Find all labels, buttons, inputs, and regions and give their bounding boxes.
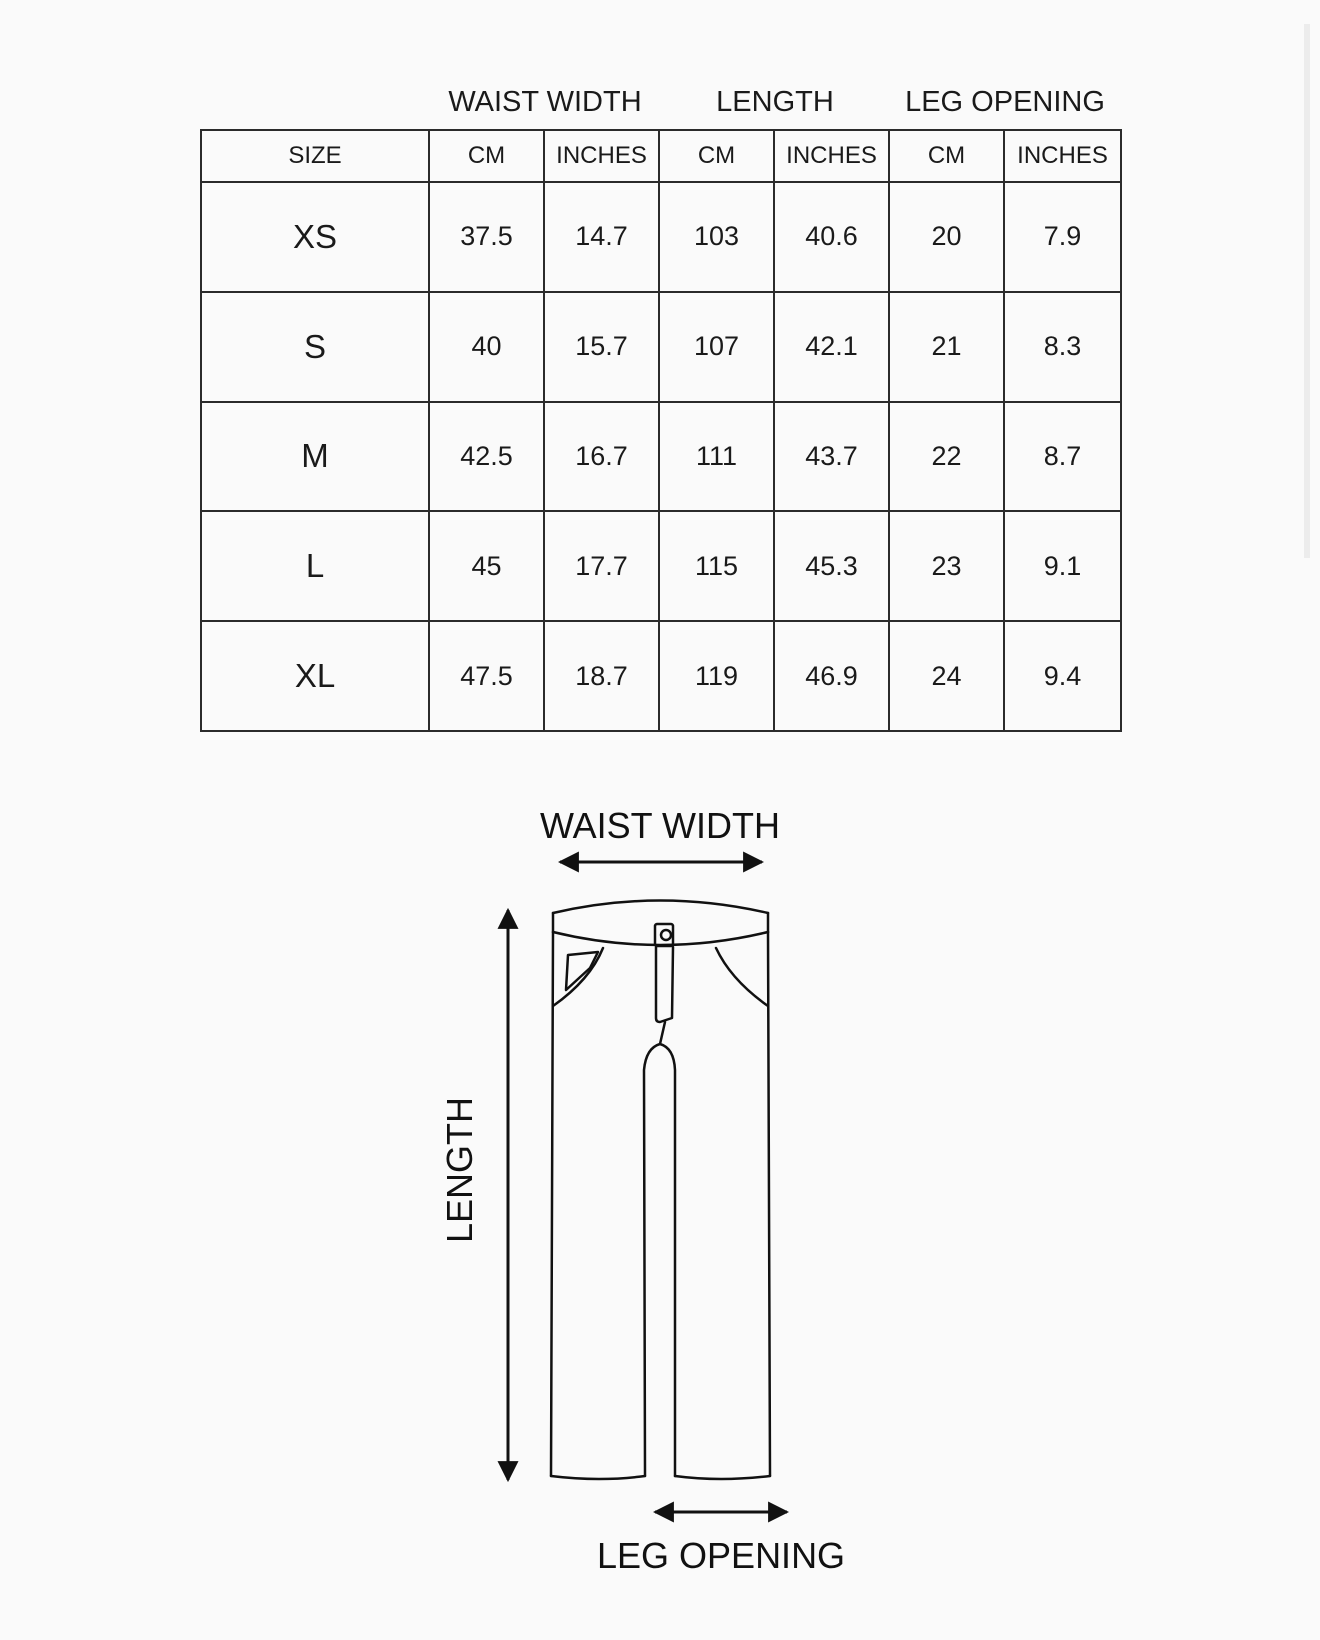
- leg-opening-inches-cell: 8.3: [1004, 292, 1121, 402]
- leg-opening-inches-cell: 7.9: [1004, 182, 1121, 292]
- leg-opening-label: LEG OPENING: [597, 1535, 846, 1576]
- size-cell: XS: [201, 182, 429, 292]
- leg-opening-cm-cell: 21: [889, 292, 1004, 402]
- waist-inches-header: INCHES: [544, 130, 659, 182]
- group-header-length: LENGTH: [716, 86, 834, 118]
- waist-cm-cell: 40: [429, 292, 544, 402]
- length-cm-header: CM: [659, 130, 774, 182]
- waist-cm-cell: 42.5: [429, 402, 544, 512]
- length-cm-cell: 115: [659, 511, 774, 621]
- length-inches-cell: 45.3: [774, 511, 889, 621]
- group-header-waist-width: WAIST WIDTH: [448, 86, 642, 118]
- waist-inches-cell: 14.7: [544, 182, 659, 292]
- leg-opening-inches-header: INCHES: [1004, 130, 1121, 182]
- waist-inches-cell: 15.7: [544, 292, 659, 402]
- length-inches-cell: 46.9: [774, 621, 889, 731]
- leg-opening-inches-cell: 8.7: [1004, 402, 1121, 512]
- waist-cm-cell: 37.5: [429, 182, 544, 292]
- size-cell: L: [201, 511, 429, 621]
- length-inches-cell: 40.6: [774, 182, 889, 292]
- length-inches-cell: 42.1: [774, 292, 889, 402]
- waist-cm-cell: 47.5: [429, 621, 544, 731]
- leg-opening-cm-cell: 24: [889, 621, 1004, 731]
- waist-inches-cell: 16.7: [544, 402, 659, 512]
- length-cm-cell: 107: [659, 292, 774, 402]
- length-cm-cell: 111: [659, 402, 774, 512]
- leg-opening-cm-cell: 20: [889, 182, 1004, 292]
- leg-opening-cm-cell: 23: [889, 511, 1004, 621]
- waist-inches-cell: 18.7: [544, 621, 659, 731]
- length-cm-cell: 103: [659, 182, 774, 292]
- pants-outline: [551, 901, 770, 1480]
- leg-opening-inches-cell: 9.1: [1004, 511, 1121, 621]
- length-cm-cell: 119: [659, 621, 774, 731]
- waist-width-label: WAIST WIDTH: [540, 805, 780, 846]
- size-cell: M: [201, 402, 429, 512]
- length-label: LENGTH: [439, 1096, 480, 1244]
- waist-cm-header: CM: [429, 130, 544, 182]
- length-inches-cell: 43.7: [774, 402, 889, 512]
- leg-opening-inches-cell: 9.4: [1004, 621, 1121, 731]
- size-cell: XL: [201, 621, 429, 731]
- leg-opening-cm-header: CM: [889, 130, 1004, 182]
- group-header-leg-opening: LEG OPENING: [905, 86, 1105, 118]
- size-column-header: SIZE: [201, 130, 429, 182]
- button-icon: [661, 930, 671, 940]
- size-cell: S: [201, 292, 429, 402]
- waist-inches-cell: 17.7: [544, 511, 659, 621]
- waist-cm-cell: 45: [429, 511, 544, 621]
- length-inches-header: INCHES: [774, 130, 889, 182]
- leg-opening-cm-cell: 22: [889, 402, 1004, 512]
